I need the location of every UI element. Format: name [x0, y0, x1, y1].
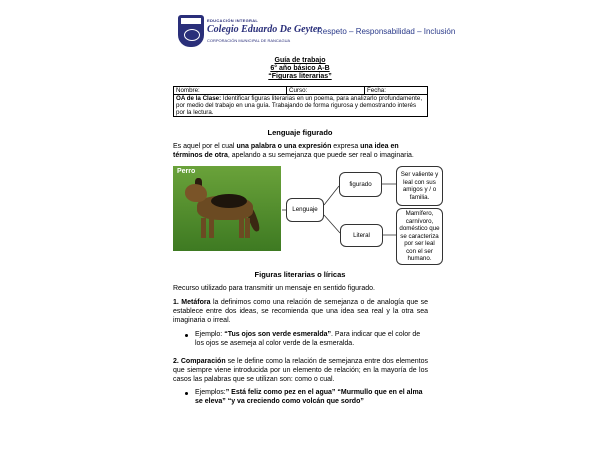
school-tagline: EDUCACIÓN INTEGRAL [207, 18, 259, 23]
guide-subject: “Figuras literarias” [268, 73, 332, 80]
date-field[interactable]: Fecha: [365, 87, 428, 95]
metaphor-definition: 1. Metáfora la definimos como una relación de semejanza o de analogía que se establece entre dos ideas, se recomienda que una idea sea real y la otra sea imaginaria o irreal. [173, 299, 428, 324]
bullet-icon [185, 392, 188, 395]
node-literal-meaning: Mamífero, carnívoro, doméstico que se caracteriza por ser leal con el ser humano. [396, 208, 443, 265]
objective-text: Identificar figuras literarias en un poema, para analizarlo profundamente, por medio del trabajo en una guía. Trabajando de forma rigurosa y demostrando interés por la lectura. [176, 95, 423, 116]
photo-label: Perro [177, 168, 196, 175]
comparison-examples: Ejemplos:” Está feliz como pez en el agua” “Murmullo que en el alma se eleva” “y va creciendo como volcán que sordo” [195, 389, 423, 405]
node-figurado: figurado [339, 172, 382, 197]
course-field[interactable]: Curso: [287, 87, 365, 95]
school-corporation: CORPORACIÓN MUNICIPAL DE RANCAGUA [207, 38, 291, 43]
section-title-figuras-literarias: Figuras literarias o líricas [254, 270, 346, 279]
section-title-lenguaje-figurado: Lenguaje figurado [267, 128, 333, 137]
guide-title: Guía de trabajo [274, 57, 326, 64]
school-motto: Respeto – Responsabilidad – Inclusión [317, 27, 456, 36]
name-field[interactable]: Nombre: [174, 87, 287, 95]
node-figurado-meaning: Ser valiente y leal con sus amigos y / o familia. [396, 166, 443, 206]
bullet-icon [185, 334, 188, 337]
node-lenguaje: Lenguaje [286, 198, 324, 222]
node-literal: Literal [340, 224, 383, 247]
objective-label: OA de la Clase: [176, 95, 222, 102]
school-name: Colegio Eduardo De Geyter [207, 24, 322, 35]
guide-grade: 6° año básico A-B [270, 65, 330, 72]
comparison-definition: 2. Comparación se le define como la relación de semejanza entre dos elementos que siempre viene introducida por un elemento de relación; en la mayoría de los casos las palabras que se utilizan son: como o cual. [173, 358, 428, 383]
definition-paragraph: Es aquel por el cual una palabra o una expresión expresa una idea en términos de otra, apelando a su semejanza que puede ser real o imaginaria. [173, 143, 414, 159]
metaphor-example: Ejemplo: “Tus ojos son verde esmeralda”. Para indicar que el color de los ojos se asemeja al color verde de la esmeralda. [195, 331, 421, 347]
figures-intro: Recurso utilizado para transmitir un mensaje en sentido figurado. [173, 285, 375, 292]
